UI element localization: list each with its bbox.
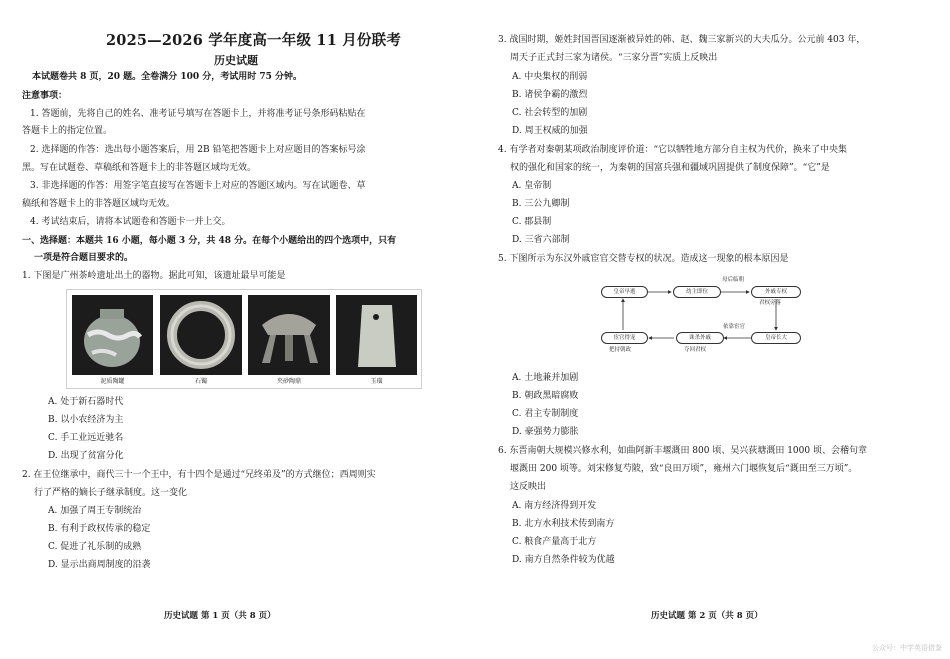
q4-stem-line-1: 4. 有学者对秦朝某项政治制度评价道：“它以牺牲地方部分自主权为代价，换来了中央集 bbox=[498, 145, 848, 155]
q3-stem-line-2: 周天子正式封三家为诸侯。“三家分晋”实质上反映出 bbox=[510, 53, 718, 63]
q6-option-c: C. 粮食产量高于北方 bbox=[512, 537, 597, 547]
q5-option-a: A. 土地兼并加剧 bbox=[512, 373, 579, 383]
clay-jar-photo bbox=[72, 295, 153, 375]
q2-stem-line-2: 行了严格的嫡长子继承制度。这一变化 bbox=[34, 488, 188, 498]
exam-subtitle: 历史试题 bbox=[214, 54, 258, 67]
node-emperor-grown: 皇帝长大 bbox=[751, 332, 801, 344]
node-purge-consorts: 诛杀外戚 bbox=[676, 332, 724, 344]
exam-intro: 本试题卷共 8 页，20 题。全卷满分 100 分，考试用时 75 分钟。 bbox=[32, 72, 303, 82]
watermark: 公众号：中学英语借鉴 bbox=[872, 644, 942, 652]
note-2-line-2: 黑。写在试题卷、草稿纸和答题卡上的非答题区域均无效。 bbox=[22, 163, 257, 173]
q2-option-d: D. 显示出商周制度的沿袭 bbox=[48, 560, 151, 570]
label-power-shift: 君权旁落 bbox=[759, 300, 782, 306]
q3-option-d: D. 周王权威的加强 bbox=[512, 126, 588, 136]
q6-option-b: B. 北方水利技术传到南方 bbox=[512, 519, 615, 529]
note-4: 4. 考试结束后，请将本试题卷和答题卡一并上交。 bbox=[30, 217, 231, 227]
q3-stem-line-1: 3. 战国时期，姬姓封国晋国逐渐被异姓的韩、赵、魏三家新兴的大夫瓜分。公元前 403 年， bbox=[498, 35, 866, 45]
q5-flow-diagram bbox=[601, 270, 831, 366]
q2-option-b: B. 有利于政权传承的稳定 bbox=[48, 524, 151, 534]
q5-stem: 5. 下图所示为东汉外戚宦官交替专权的状况。造成这一现象的根本原因是 bbox=[498, 254, 789, 264]
caption-jade-huang: 玉璜 bbox=[370, 378, 383, 385]
q1-option-b: B. 以小农经济为主 bbox=[48, 415, 124, 425]
note-1-line-1: 1. 答题前，先将自己的姓名、准考证号填写在答题卡上，并将准考证号条形码粘贴在 bbox=[30, 109, 366, 119]
label-regain-power: 夺回君权 bbox=[684, 347, 707, 353]
label-regency: 母后临朝 bbox=[722, 277, 745, 283]
page-2-footer: 历史试题 第 2 页（共 8 页） bbox=[651, 611, 763, 621]
label-control-court: 把持朝政 bbox=[609, 347, 632, 353]
caption-tripod-vessel: 夹砂陶鼎 bbox=[276, 378, 301, 385]
stone-bracelet-photo bbox=[160, 295, 242, 375]
note-1-line-2: 答题卡上的指定位置。 bbox=[22, 126, 113, 136]
node-eunuch-favor: 宦官得宠 bbox=[601, 332, 648, 344]
note-2-line-1: 2. 选择题的作答：选出每小题答案后，用 2B 铅笔把答题卡上对应题目的答案标号涂 bbox=[30, 145, 366, 155]
q4-option-d: D. 三省六部制 bbox=[512, 235, 570, 245]
q3-option-a: A. 中央集权的削弱 bbox=[512, 72, 588, 82]
note-3-line-1: 3. 非选择题的作答：用签字笔直接写在答题卡上对应的答题区域内。写在试题卷、草 bbox=[30, 181, 366, 191]
q4-option-b: B. 三公九卿制 bbox=[512, 199, 570, 209]
flow-arrows bbox=[601, 270, 831, 366]
notes-header: 注意事项： bbox=[22, 91, 68, 101]
q5-option-c: C. 君主专制制度 bbox=[512, 409, 579, 419]
q5-option-d: D. 豪强势力膨胀 bbox=[512, 427, 579, 437]
jade-huang-photo bbox=[336, 295, 417, 375]
node-consort-power: 外戚专权 bbox=[751, 286, 801, 298]
q1-option-a: A. 处于新石器时代 bbox=[48, 397, 124, 407]
q4-option-a: A. 皇帝制 bbox=[512, 181, 552, 191]
q6-stem-line-3: 这反映出 bbox=[510, 482, 547, 492]
q6-stem-line-2: 堰溉田 200 顷等。刘宋修复芍陂，致“良田万顷”，雍州六门堰恢复后“溉田至三万顷”。 bbox=[510, 464, 858, 474]
q2-option-a: A. 加强了周王专制统治 bbox=[48, 506, 142, 516]
exam-page-1 bbox=[22, 0, 440, 659]
q3-option-b: B. 诸侯争霸的激烈 bbox=[512, 90, 588, 100]
node-child-emperor: 幼主即位 bbox=[673, 286, 721, 298]
q6-option-a: A. 南方经济得到开发 bbox=[512, 501, 597, 511]
q5-option-b: B. 朝政黑暗腐败 bbox=[512, 391, 579, 401]
note-3-line-2: 稿纸和答题卡上的非答题区域均无效。 bbox=[22, 199, 176, 209]
page-1-footer: 历史试题 第 1 页（共 8 页） bbox=[164, 611, 276, 621]
q1-option-d: D. 出现了贫富分化 bbox=[48, 451, 124, 461]
q6-option-d: D. 南方自然条件较为优越 bbox=[512, 555, 615, 565]
label-rely-eunuch: 依靠宦官 bbox=[723, 324, 746, 330]
q2-option-c: C. 促进了礼乐制的成熟 bbox=[48, 542, 142, 552]
exam-title: 2025—2026 学年度高一年级 11 月份联考 bbox=[106, 32, 402, 49]
tripod-vessel-photo bbox=[248, 295, 330, 375]
section-header-line-2: 一项是符合题目要求的。 bbox=[34, 253, 134, 263]
node-early-death: 皇帝早逝 bbox=[601, 286, 648, 298]
q4-option-c: C. 郡县制 bbox=[512, 217, 552, 227]
q3-option-c: C. 社会转型的加剧 bbox=[512, 108, 588, 118]
q4-stem-line-2: 权的强化和国家的统一，为秦朝的国富兵强和疆域巩固提供了制度保障”。“它”是 bbox=[510, 163, 830, 173]
caption-clay-jar: 泥质陶罐 bbox=[100, 378, 125, 385]
caption-stone-bracelet: 石镯 bbox=[194, 378, 207, 385]
q1-stem: 1. 下图是广州茶岭遗址出土的器物。据此可知，该遗址最早可能是 bbox=[22, 271, 286, 281]
q6-stem-line-1: 6. 东晋南朝大规模兴修水利，如曲阿新丰堰溉田 800 顷、吴兴荻塘溉田 1000 顷、会稽句章 bbox=[498, 446, 867, 456]
q1-artifact-figure bbox=[66, 289, 422, 389]
exam-page-2 bbox=[498, 0, 922, 659]
q2-stem-line-1: 2. 在王位继承中，商代三十一个王中，有十四个是通过“兄终弟及”的方式继位；西周则实 bbox=[22, 470, 376, 480]
section-header-line-1: 一、选择题：本题共 16 小题，每小题 3 分，共 48 分。在每个小题给出的四个选项中，只有 bbox=[22, 236, 397, 246]
q1-option-c: C. 手工业远近驰名 bbox=[48, 433, 124, 443]
